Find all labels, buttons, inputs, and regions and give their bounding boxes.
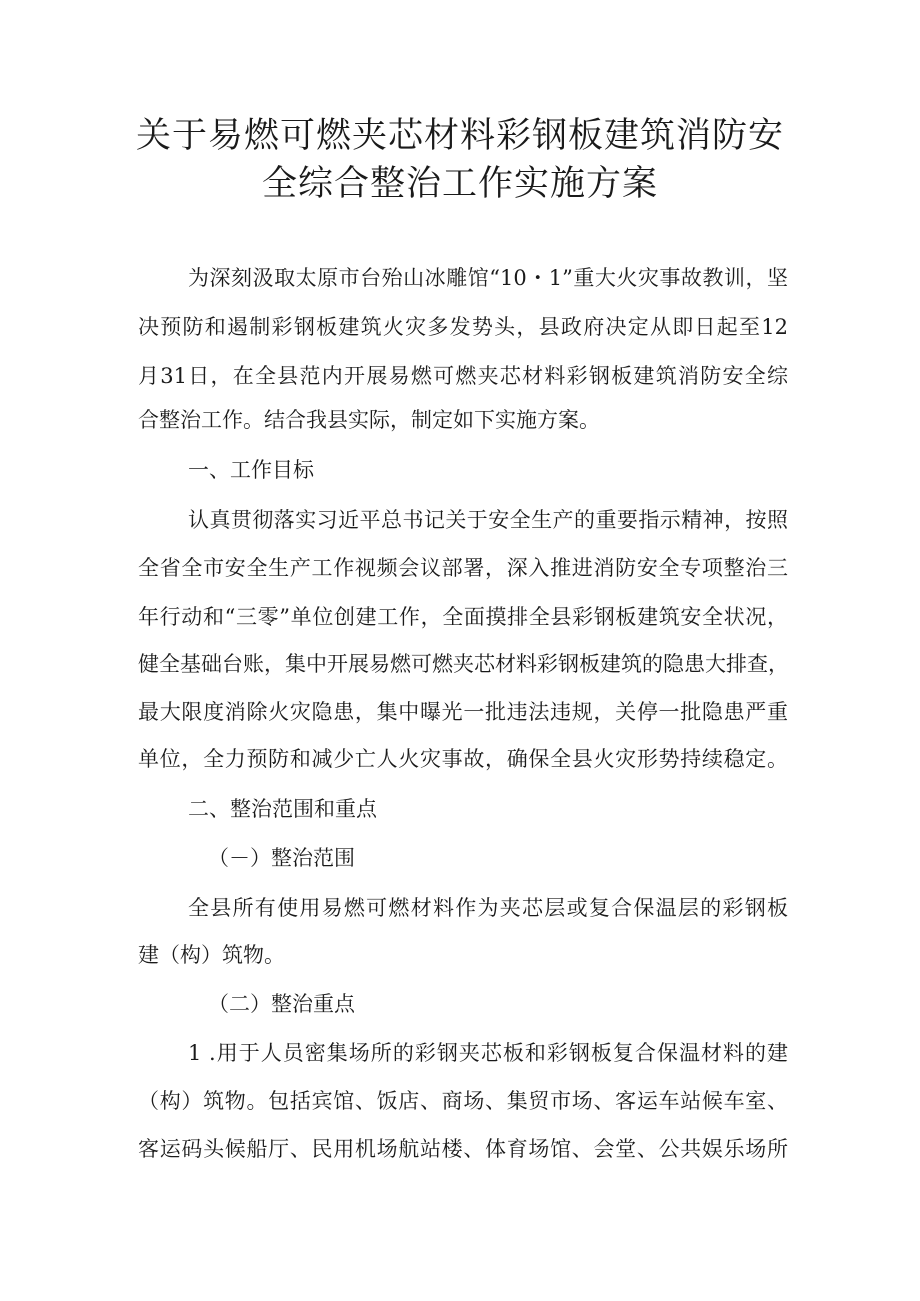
paragraph-line: 1 .用于人员密集场所的彩钢夹芯板和彩钢板复合保温材料的建 xyxy=(188,1041,788,1065)
paragraph-line: （构）筑物。包括宾馆、饭店、商场、集贸市场、客运车站候车室、 xyxy=(138,1089,788,1113)
subsection-heading: （－）整治范围 xyxy=(208,846,355,870)
paragraph-line: 健全基础台账，集中开展易燃可燃夹芯材料彩钢板建筑的隐患大排查， xyxy=(138,652,789,676)
document-title-line-1: 关于易燃可燃夹芯材料彩钢板建筑消防安 xyxy=(135,116,784,156)
subsection-heading: （二）整治重点 xyxy=(208,992,355,1016)
paragraph-line: 建（构）筑物。 xyxy=(138,943,285,967)
paragraph-line: 月31日，在全县范内开展易燃可燃夹芯材料彩钢板建筑消防安全综 xyxy=(138,364,788,388)
paragraph-line: 为深刻汲取太原市台殆山冰雕馆“10・1”重大火灾事故教训，坚 xyxy=(188,266,788,290)
section-heading: 一、工作目标 xyxy=(188,458,314,482)
paragraph-line: 最大限度消除火灾隐患，集中曝光一批违法违规，关停一批隐患严重 xyxy=(138,700,788,724)
document-title-line-2: 全综合整治工作实施方案 xyxy=(261,164,658,204)
paragraph-line: 认真贯彻落实习近平总书记关于安全生产的重要指示精神，按照 xyxy=(188,508,788,532)
paragraph-line: 全县所有使用易燃可燃材料作为夹芯层或复合保温层的彩钢板 xyxy=(188,896,788,920)
paragraph-line: 单位，全力预防和减少亡人火灾事故，确保全县火灾形势持续稳定。 xyxy=(138,747,788,771)
paragraph-line: 决预防和遏制彩钢板建筑火灾多发势头，县政府决定从即日起至12 xyxy=(138,315,788,339)
paragraph-line: 客运码头候船厅、民用机场航站楼、体育场馆、会堂、公共娱乐场所 xyxy=(138,1137,788,1161)
paragraph-line: 全省全市安全生产工作视频会议部署，深入推进消防安全专项整治三 xyxy=(138,556,788,580)
paragraph-line: 年行动和“三零”单位创建工作，全面摸排全县彩钢板建筑安全状况， xyxy=(138,605,788,629)
paragraph-line: 合整治工作。结合我县实际，制定如下实施方案。 xyxy=(138,408,600,432)
section-heading: 二、整治范围和重点 xyxy=(188,797,377,821)
